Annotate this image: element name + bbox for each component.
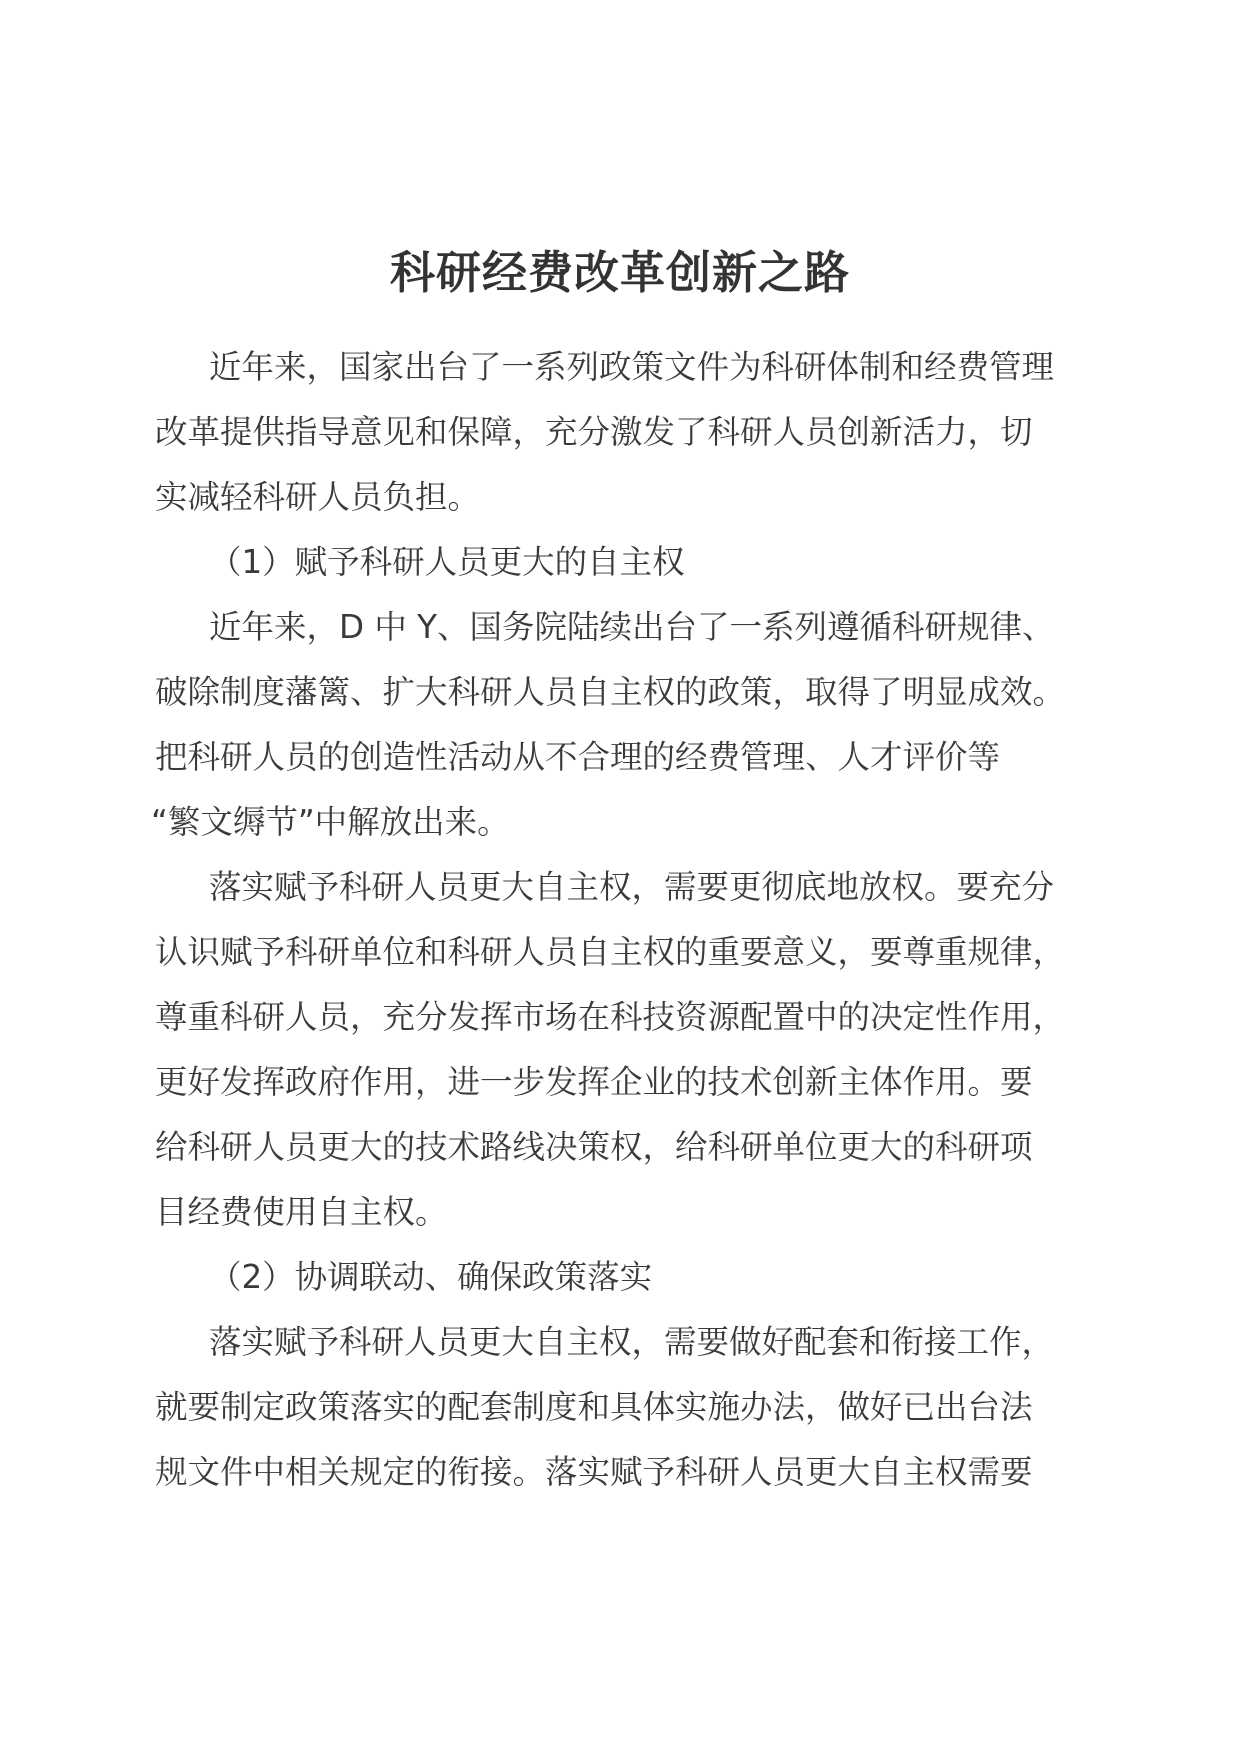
body-line: 近年来，国家出台了一系列政策文件为科研体制和经费管理 bbox=[209, 348, 1055, 386]
section-heading-2: （2）协调联动、确保政策落实 bbox=[209, 1258, 653, 1296]
body-line: 落实赋予科研人员更大自主权，需要做好配套和衔接工作， bbox=[209, 1323, 1055, 1361]
body-line: 实减轻科研人员负担。 bbox=[155, 478, 481, 516]
body-line: 把科研人员的创造性活动从不合理的经费管理、人才评价等 bbox=[155, 738, 1001, 776]
body-line: 认识赋予科研单位和科研人员自主权的重要意义，要尊重规律， bbox=[155, 933, 1066, 971]
document-title: 科研经费改革创新之路 bbox=[389, 246, 850, 299]
body-line: 尊重科研人员，充分发挥市场在科技资源配置中的决定性作用， bbox=[155, 998, 1066, 1036]
body-line: 近年来，D 中 Y、国务院陆续出台了一系列遵循科研规律、 bbox=[209, 608, 1055, 646]
body-line: 落实赋予科研人员更大自主权，需要更彻底地放权。要充分 bbox=[209, 868, 1055, 906]
document-body bbox=[151, 335, 1085, 1505]
body-line: 规文件中相关规定的衔接。落实赋予科研人员更大自主权需要 bbox=[155, 1453, 1033, 1491]
body-line: 目经费使用自主权。 bbox=[155, 1193, 448, 1231]
body-line: 就要制定政策落实的配套制度和具体实施办法，做好已出台法 bbox=[155, 1388, 1033, 1426]
body-line: 破除制度藩篱、扩大科研人员自主权的政策，取得了明显成效。 bbox=[155, 673, 1066, 711]
body-line: 更好发挥政府作用，进一步发挥企业的技术创新主体作用。要 bbox=[155, 1063, 1033, 1101]
body-line: 改革提供指导意见和保障，充分激发了科研人员创新活力，切 bbox=[155, 413, 1033, 451]
body-line: 给科研人员更大的技术路线决策权，给科研单位更大的科研项 bbox=[155, 1128, 1033, 1166]
body-line: “繁文缛节”中解放出来。 bbox=[151, 803, 510, 841]
section-heading-1: （1）赋予科研人员更大的自主权 bbox=[209, 543, 685, 581]
